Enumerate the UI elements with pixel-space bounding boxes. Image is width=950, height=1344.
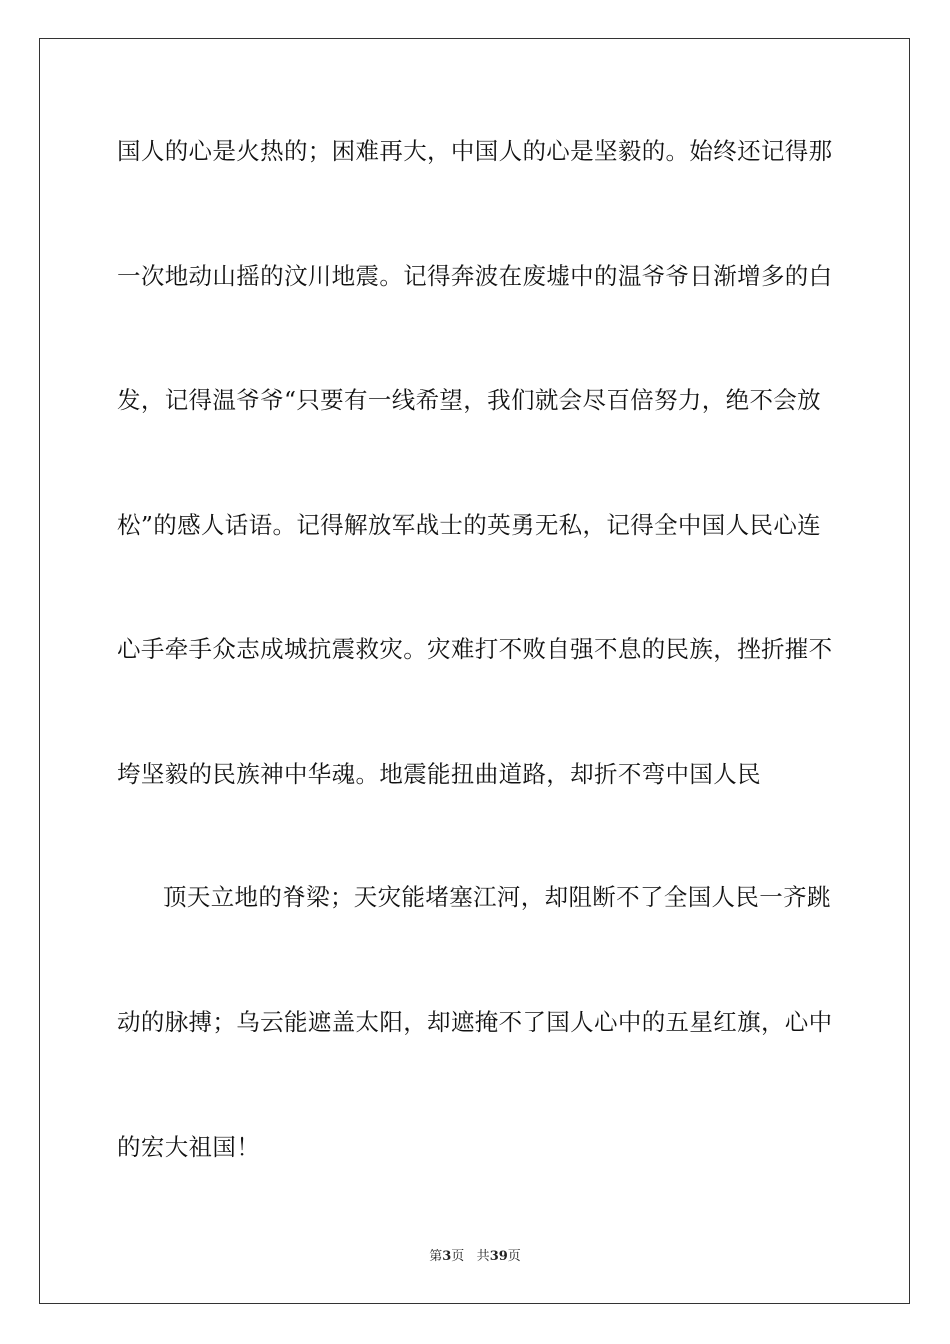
- page-prefix: 第: [429, 1249, 443, 1264]
- page-number: 3: [442, 1249, 452, 1264]
- body-text-line: 松”的感人话语。记得解放军战士的英勇无私，记得全中国人民心连: [117, 511, 822, 539]
- body-text-line: 发，记得温爷爷“只要有一线希望，我们就会尽百倍努力，绝不会放: [117, 386, 822, 414]
- body-text-line: 心手牵手众志成城抗震救灾。灾难打不败自强不息的民族，挫折摧不: [117, 635, 833, 663]
- body-text-line: 垮坚毅的民族神中华魂。地震能扭曲道路，却折不弯中国人民: [117, 760, 761, 788]
- body-text-line: 国人的心是火热的；困难再大，中国人的心是坚毅的。始终还记得那: [117, 137, 833, 165]
- body-text-line: 一次地动山摇的汶川地震。记得奔波在废墟中的温爷爷日渐增多的白: [117, 262, 833, 290]
- total-suffix: 页: [507, 1249, 521, 1264]
- body-text-line: 的宏大祖国！: [117, 1133, 261, 1161]
- total-pages: 39: [489, 1249, 508, 1264]
- page-border: [39, 38, 910, 1304]
- page-footer: [0, 1248, 950, 1266]
- total-prefix: 共: [476, 1249, 490, 1264]
- page-suffix: 页: [451, 1249, 465, 1264]
- body-text-line: 动的脉搏；乌云能遮盖太阳，却遮掩不了国人心中的五星红旗，心中: [117, 1008, 833, 1036]
- body-text-line-indented: 顶天立地的脊梁；天灾能堵塞江河，却阻断不了全国人民一齐跳: [163, 883, 831, 911]
